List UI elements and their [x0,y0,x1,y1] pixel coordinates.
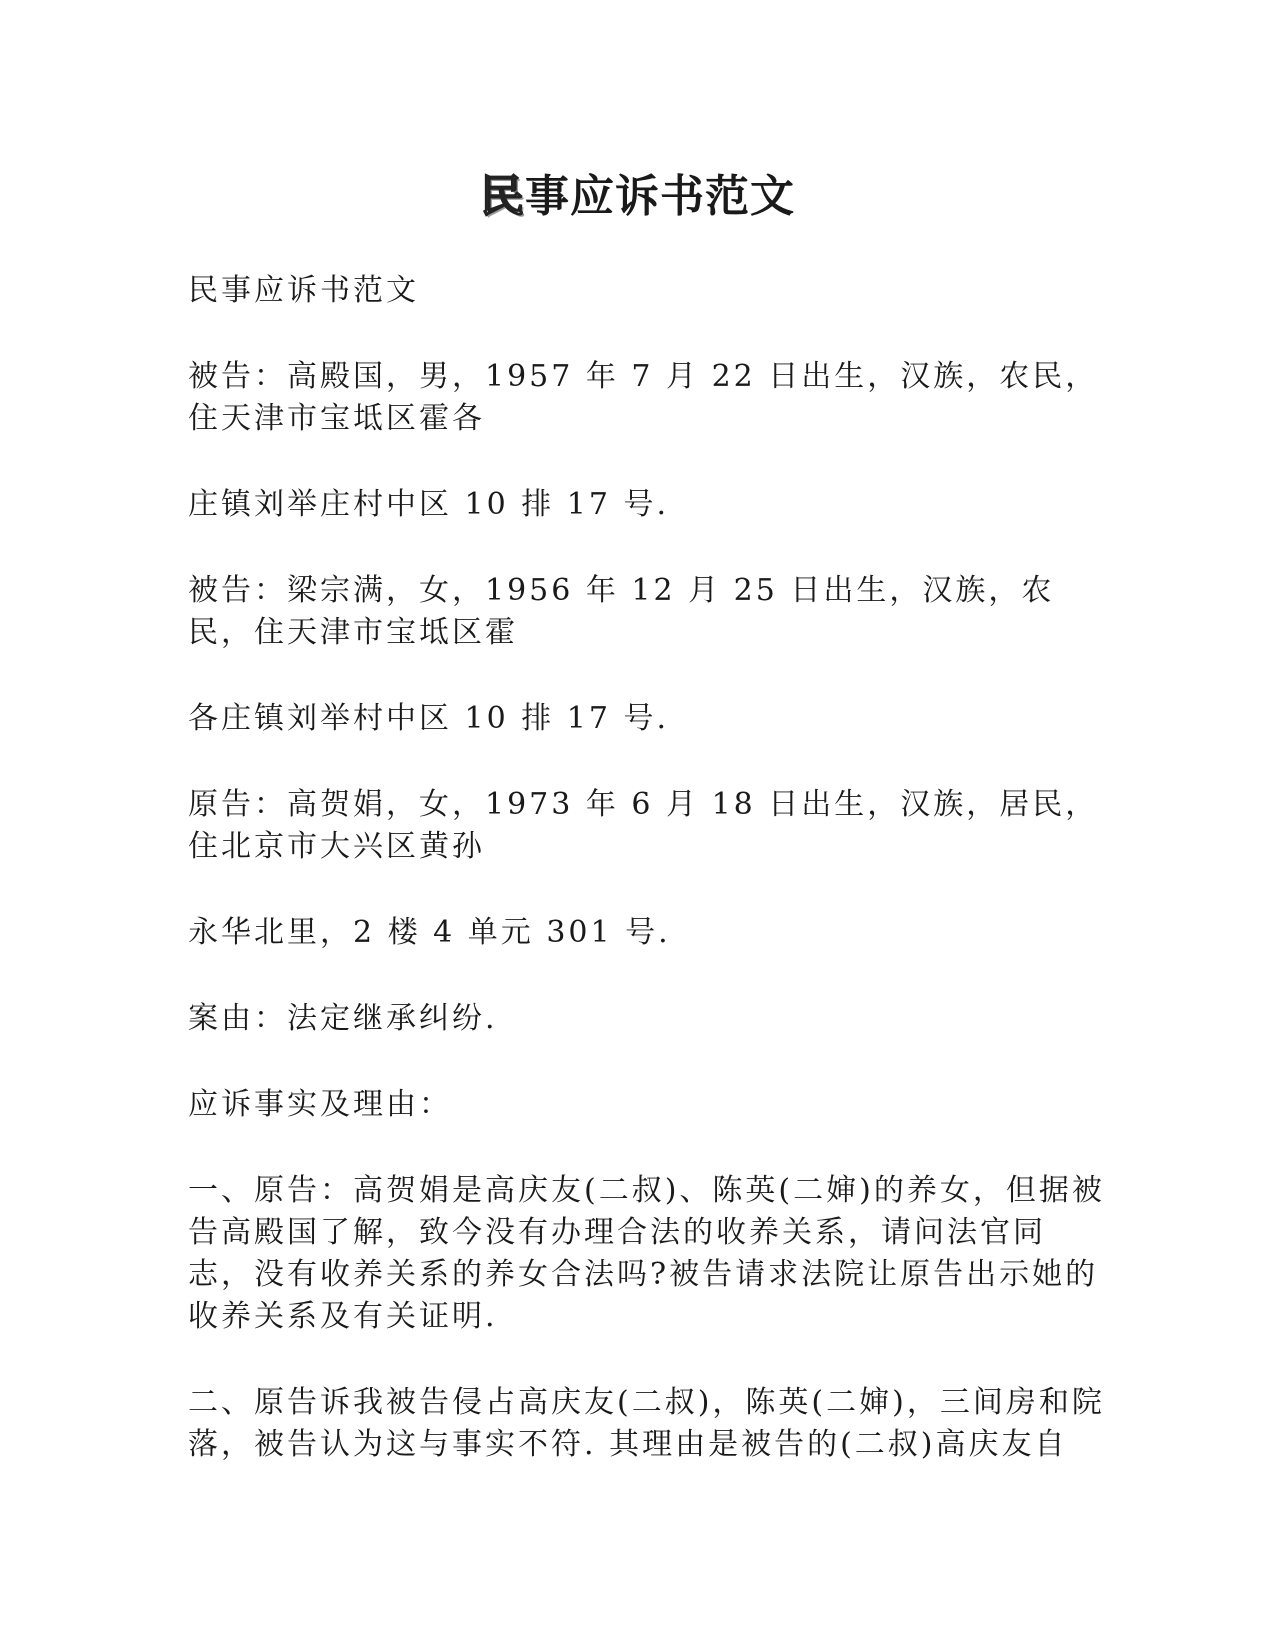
paragraph-reason-2: 二、原告诉我被告侵占高庆友(二叔)，陈英(二婶)，三间房和院落，被告认为这与事实不符. 其理由是被告的(二叔)高庆友自 [188,1385,1105,1462]
paragraph-defendant-1-address: 庄镇刘举庄村中区 10 排 17 号. [188,487,670,522]
paragraph-heading: 民事应诉书范文 [188,273,419,308]
title-rest: 事应诉书范文 [525,171,795,222]
paragraph-facts-heading: 应诉事实及理由： [188,1087,452,1122]
paragraph-reason-1: 一、原告：高贺娟是高庆友(二叔)、陈英(二婶)的养女，但据被告高殿国了解，致今没有办理合法的收养关系，请问法官同志，没有收养关系的养女合法吗?被告请求法院让原告出示她的收养关系及有关证明. [188,1173,1105,1334]
paragraph-plaintiff: 原告：高贺娟，女，1973 年 6 月 18 日出生，汉族，居民，住北京市大兴区黄孙 [188,787,1099,864]
paragraph-defendant-2-address: 各庄镇刘举村中区 10 排 17 号. [188,701,670,736]
paragraph-case-cause: 案由：法定继承纠纷. [188,1001,498,1036]
paragraph-defendant-2: 被告：梁宗满，女，1956 年 12 月 25 日出生，汉族，农民，住天津市宝坻区霍 [188,573,1055,650]
paragraph-defendant-1: 被告：高殿国，男，1957 年 7 月 22 日出生，汉族，农民，住天津市宝坻区霍各 [188,359,1099,436]
document-body [188,270,1108,1510]
paragraph-plaintiff-address: 永华北里，2 楼 4 单元 301 号. [188,915,671,950]
document-title [0,170,1275,224]
title-first-char: 民 [480,171,525,222]
